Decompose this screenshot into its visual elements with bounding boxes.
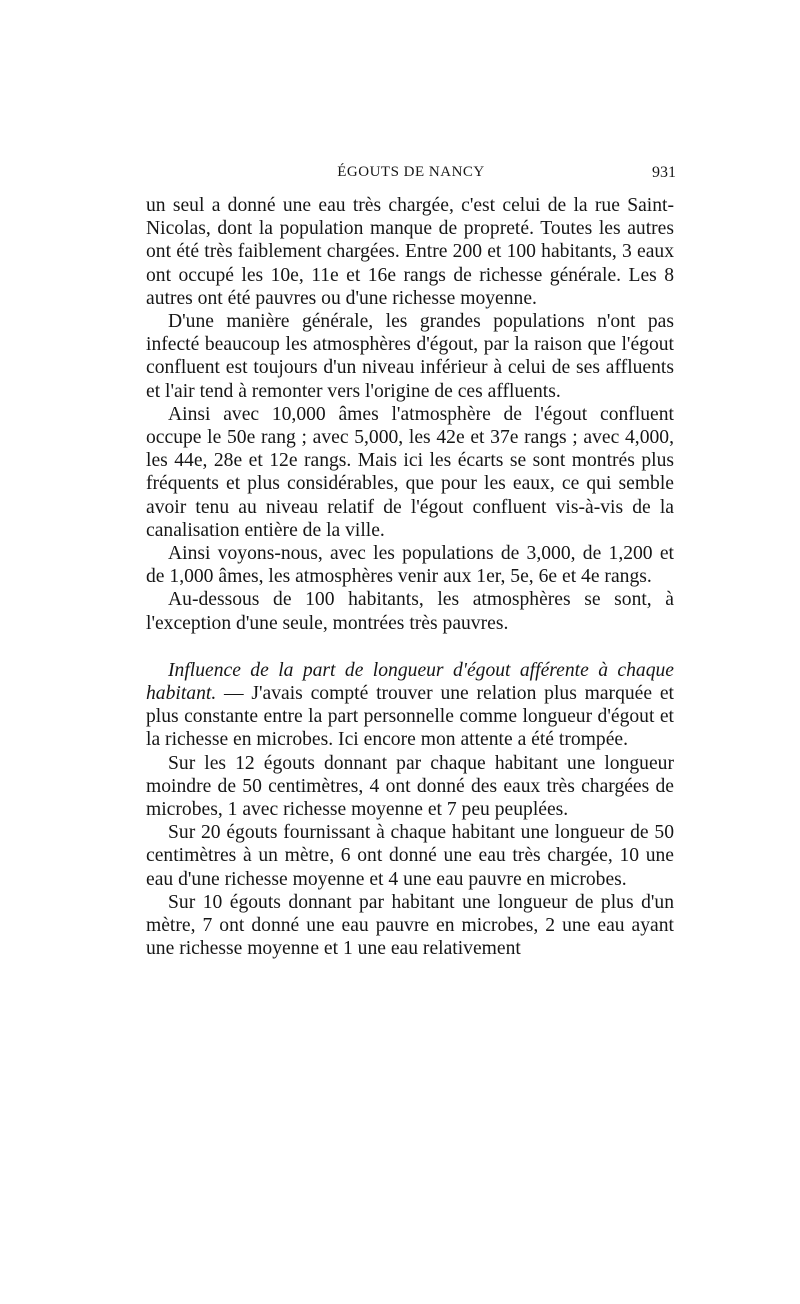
body-text <box>146 194 674 961</box>
paragraph-3: Ainsi avec 10,000 âmes l'atmosphère de l'égout confluent occupe le 50e rang ; avec 5,000, les 42e et 37e rangs ; avec 4,000, les 44e, 28e et 12e rangs. Mais ici les écarts se sont montrés plus fréquents et plus considérables, que pour les eaux, ce qui semble avoir tenu au niveau relatif de l'égout confluent vis-à-vis de la canalisation entière de la ville. <box>146 403 674 541</box>
page-number: 931 <box>652 164 676 181</box>
section-lead-text: — J'avais compté trouver une relation plus marquée et plus constante entre la part personnelle comme longueur d'égout et la richesse en microbes. Ici encore mon attente a été trompée. <box>146 683 674 751</box>
running-title: ÉGOUTS DE NANCY <box>337 164 485 180</box>
paragraph-4: Ainsi voyons-nous, avec les populations de 3,000, de 1,200 et de 1,000 âmes, les atmosphères venir aux 1er, 5e, 6e et 4e rangs. <box>146 543 674 588</box>
section-paragraph-3: Sur 10 égouts donnant par habitant une longueur de plus d'un mètre, 7 ont donné une eau pauvre en microbes, 2 une eau ayant une richesse moyenne et 1 une eau relativement <box>146 891 674 960</box>
paragraph-1: un seul a donné une eau très chargée, c'est celui de la rue Saint-Nicolas, dont la population manque de propreté. Toutes les autres ont été très faiblement chargées. Entre 200 et 100 habitants, 3 eaux ont occupé les 10e, 11e et 16e rangs de richesse générale. Les 8 autres ont été pauvres ou d'une richesse moyenne. <box>146 195 674 309</box>
paragraph-5: Au-dessous de 100 habitants, les atmosphères se sont, à l'exception d'une seule, montrées très pauvres. <box>146 589 674 634</box>
section-spacer <box>146 635 674 659</box>
page-header <box>146 164 676 188</box>
section-paragraph-2: Sur 20 égouts fournissant à chaque habitant une longueur de 50 centimètres à un mètre, 6 ont donné une eau très chargée, 10 une eau d'une richesse moyenne et 4 une eau pauvre en microbes. <box>146 822 674 890</box>
section-paragraph-1: Sur les 12 égouts donnant par chaque habitant une longueur moindre de 50 centimètres, 4 ont donné des eaux très chargées de microbes, 1 avec richesse moyenne et 7 peu peuplées. <box>146 752 674 821</box>
paragraph-2: D'une manière générale, les grandes populations n'ont pas infecté beaucoup les atmosphères d'égout, par la raison que l'égout confluent est toujours d'un niveau inférieur à celui de ses affluents et l'air tend à remonter vers l'origine de ces affluents. <box>146 311 674 402</box>
section-paragraph <box>146 659 674 752</box>
section-heading: Influence de la part de longueur d'égout afférente à chaque habitant. <box>146 659 674 705</box>
